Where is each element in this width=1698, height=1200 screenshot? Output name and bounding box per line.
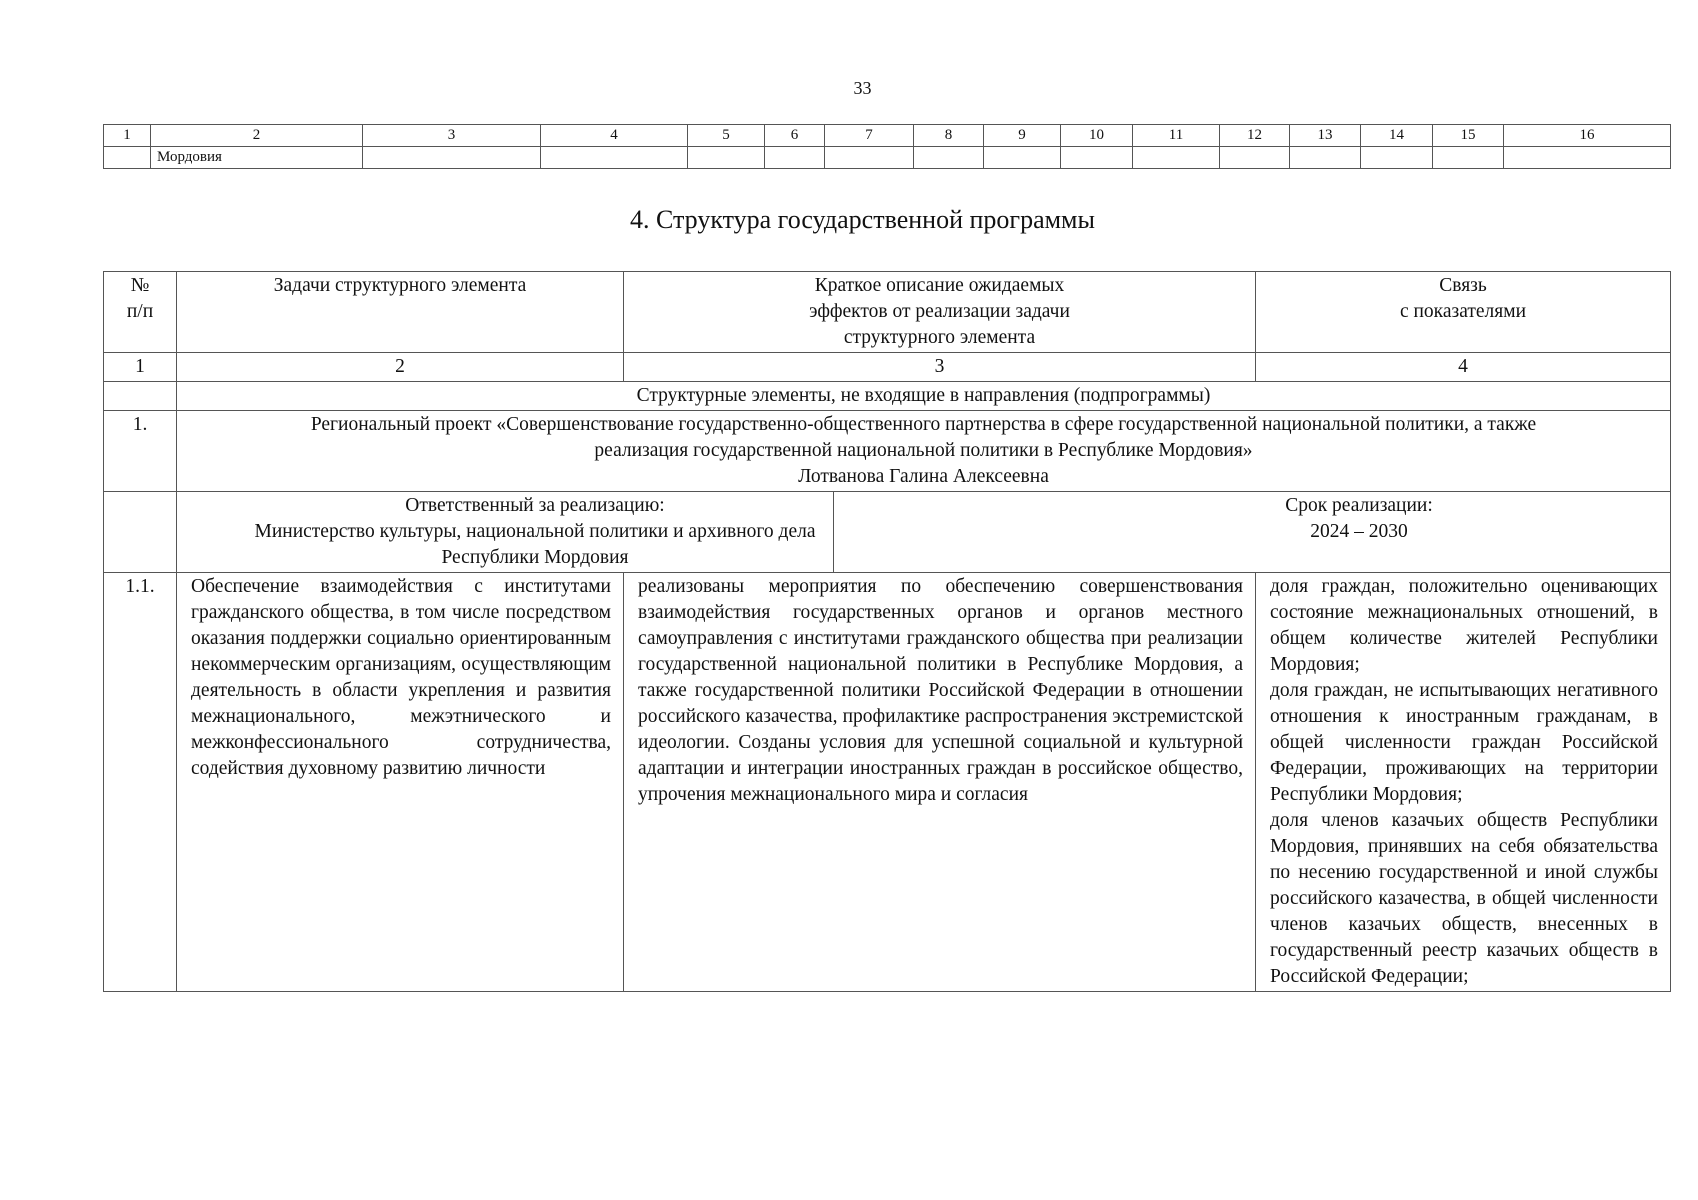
- term-label: Срок реализации:: [1285, 495, 1433, 516]
- project-row: [104, 411, 1671, 492]
- task-num: 1.1.: [104, 573, 177, 992]
- header-link-line: Связь: [1439, 275, 1487, 296]
- header-effects: [624, 272, 1256, 353]
- table-cell: [765, 147, 825, 169]
- header-tasks: Задачи структурного элемента: [177, 272, 624, 353]
- table-cell: [104, 492, 177, 573]
- header-effects-line: структурного элемента: [843, 327, 1036, 348]
- col-number: 2: [177, 353, 624, 382]
- page-number: 33: [853, 78, 872, 98]
- project-person: Лотванова Галина Алексеевна: [798, 466, 1049, 487]
- col-number: 10: [1061, 125, 1133, 147]
- col-number: 15: [1433, 125, 1504, 147]
- section-title: 4. Структура государственной программы: [630, 205, 1095, 234]
- table-cell: [1220, 147, 1290, 169]
- table-cell: [1061, 147, 1133, 169]
- table-cell: [104, 147, 151, 169]
- header-num-line: п/п: [126, 301, 154, 322]
- col-number: 7: [825, 125, 914, 147]
- task-description: Обеспечение взаимодействия с институтами гражданского общества, в том числе посредством оказания поддержки социально ориентированным некоммерческим организациям, осуществляющим деятельность в области укрепления и развития межнационального, межэтнического и межконфессионального сотрудничества, содействия духовному развитию личности: [177, 573, 624, 992]
- table-cell: [1361, 147, 1433, 169]
- task-row: [104, 573, 1671, 992]
- term-cell: [834, 492, 1671, 573]
- col-number: 12: [1220, 125, 1290, 147]
- table-cell: [1504, 147, 1671, 169]
- col-number: 8: [914, 125, 984, 147]
- header-effects-line: эффектов от реализации задачи: [809, 301, 1070, 322]
- indicator-item: доля членов казачьих обществ Республики Мордовия, принявших на себя обязательства по несению государственной и иной службы российского казачества, в общей численности членов казачьих обществ, внесенных в государственный реестр казачьих обществ в Российской Федерации;: [1270, 810, 1658, 987]
- header-effects-line: Краткое описание ожидаемых: [814, 275, 1065, 296]
- header-row: [104, 272, 1671, 353]
- col-number: 2: [151, 125, 363, 147]
- header-link: [1256, 272, 1671, 353]
- col-number: 14: [1361, 125, 1433, 147]
- indicators-cell: [1256, 573, 1671, 992]
- table-cell: [363, 147, 541, 169]
- col-number: 5: [688, 125, 765, 147]
- table-cell: [914, 147, 984, 169]
- col-number: 3: [624, 353, 1256, 382]
- col-number: 1: [104, 353, 177, 382]
- col-number: 1: [104, 125, 151, 147]
- table-cell: [825, 147, 914, 169]
- responsible-org-line: Республики Мордовия: [441, 547, 629, 568]
- continuation-header-row: [104, 125, 1671, 147]
- table-cell: [1290, 147, 1361, 169]
- term-value: 2024 – 2030: [1310, 521, 1408, 542]
- header-num-line: №: [130, 275, 150, 296]
- group-row: [104, 382, 1671, 411]
- col-numbers-row: [104, 353, 1671, 382]
- table-cell: [541, 147, 688, 169]
- indicator-item: доля граждан, не испытывающих негативного отношения к иностранным гражданам, в общей численности граждан Российской Федерации, проживающих на территории Республики Мордовия;: [1270, 680, 1658, 805]
- continuation-table: [103, 124, 1671, 169]
- header-num: [104, 272, 177, 353]
- responsible-label: Ответственный за реализацию:: [405, 495, 665, 516]
- responsible-org-line: Министерство культуры, национальной политики и архивного дела: [254, 521, 816, 542]
- table-cell: [104, 382, 177, 411]
- col-number: 4: [541, 125, 688, 147]
- col-number: 11: [1133, 125, 1220, 147]
- table-cell: [688, 147, 765, 169]
- group-title: Структурные элементы, не входящие в направления (подпрограммы): [177, 382, 1671, 411]
- table-cell: [1133, 147, 1220, 169]
- responsible-cell: [177, 492, 834, 573]
- project-num: 1.: [104, 411, 177, 492]
- col-number: 6: [765, 125, 825, 147]
- col-number: 4: [1256, 353, 1671, 382]
- col-number: 3: [363, 125, 541, 147]
- table-cell: [984, 147, 1061, 169]
- indicator-item: доля граждан, положительно оценивающих состояние межнациональных отношений, в общем количестве жителей Республики Мордовия;: [1270, 576, 1658, 675]
- structure-table: [103, 271, 1671, 992]
- table-cell: Мордовия: [151, 147, 363, 169]
- project-title: [177, 411, 1671, 492]
- col-number: 13: [1290, 125, 1361, 147]
- col-number: 16: [1504, 125, 1671, 147]
- project-title-line: Региональный проект «Совершенствование государственно-общественного партнерства в сфере государственной национальной политики, а также: [310, 414, 1537, 435]
- responsible-row: [104, 492, 1671, 573]
- header-link-line: с показателями: [1399, 301, 1527, 322]
- col-number: 9: [984, 125, 1061, 147]
- project-title-line: реализация государственной национальной политики в Республике Мордовия»: [594, 440, 1253, 461]
- effect-description: реализованы мероприятия по обеспечению совершенствования взаимодействия государственных органов и органов местного самоуправления с институтами гражданского общества при реализации государственной национальной политики в Республике Мордовия, а также государственной политики Российской Федерации в отношении российского казачества, профилактике распространения экстремистской идеологии. Созданы условия для успешной социальной и культурной адаптации и интеграции иностранных граждан в российское общество, упрочения межнационального мира и согласия: [624, 573, 1256, 992]
- continuation-data-row: [104, 147, 1671, 169]
- table-cell: [1433, 147, 1504, 169]
